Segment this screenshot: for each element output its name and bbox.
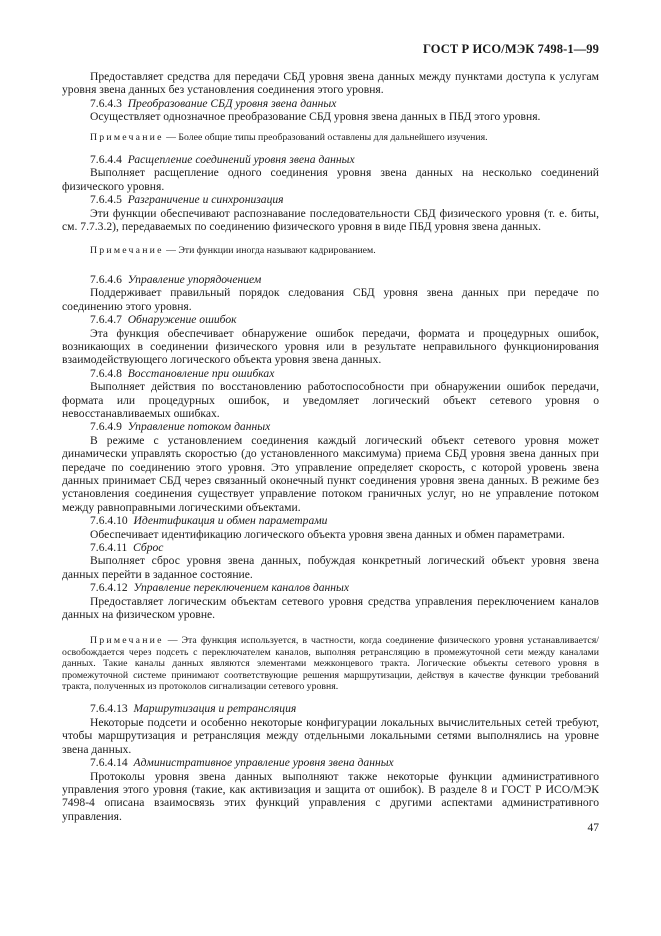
note-label: Примечание [90,131,164,143]
section-title: Управление переключением каналов данных [133,581,350,595]
section-heading-7-6-4-14 [62,756,599,769]
section-title: Административное управление уровня звена данных [133,756,394,770]
paragraph: Поддерживает правильный порядок следования СБД уровня звена данных при передаче по соединению этого уровня. [62,286,599,313]
note-text: — Более общие типы преобразований оставлены для дальнейшего изучения. [166,131,488,143]
section-title: Обнаружение ошибок [127,313,237,327]
note-text: — Эта функция используется, в частности, когда соединение физического уровня устанавливается/освобождается через подсеть с переключателем каналов, выполняя ретрансляцию в промежуточной сети между каналами данных. Такие каналы данных являются элементами межконцевого тракта. Логические объекты сетевого уровня в промежуточной системе принимают соответствующие решения маршрутизации, действуя в качестве функции требований тракта, полученных из протоколов сигнализации сетевого уровня. [62,635,600,693]
paragraph: Предоставляет средства для передачи СБД уровня звена данных между пунктами доступа к услугам уровня звена данных без установления соединения этого уровня. [62,70,599,97]
paragraph: Эта функция обеспечивает обнаружение ошибок передачи, формата и процедурных ошибок, возникающих в соединении физического уровня или в результате неправильного функционирования взаимодействующего логического объекта уровня звена данных. [62,326,599,367]
section-title: Разграничение и синхронизация [127,193,284,207]
section-title: Идентификация и обмен параметрами [133,514,328,528]
page-content [62,70,599,823]
section-number: 7.6.4.14 [90,756,128,770]
section-number: 7.6.4.5 [90,193,122,207]
section-heading-7-6-4-7 [62,313,599,326]
section-title: Сброс [133,541,164,554]
section-heading-7-6-4-3 [62,97,599,110]
section-number: 7.6.4.11 [90,541,128,554]
section-number: 7.6.4.12 [90,581,128,595]
section-title: Восстановление при ошибках [127,366,275,380]
section-number: 7.6.4.7 [90,313,122,327]
paragraph: В режиме с установлением соединения каждый логический объект сетевого уровня может динамически управлять скоростью (до установленного максимума) приема СБД уровня звена данных при передаче по соединению этого уровня. Это управление определяет скорость, с которой уровень звена данных принимает СБД через связанный оконечный пункт соединения уровня звена данных. В режиме без установления соединения существует управление потоком граничных услуг, но не управление потоком между равноправными логическими объектами. [62,433,599,514]
paragraph: Предоставляет логическим объектам сетевого уровня средства управления переключением каналов данных на физическом уровне. [62,594,599,622]
section-heading-7-6-4-11 [62,541,599,554]
section-heading-7-6-4-5 [62,193,599,206]
note-label: Примечание [90,245,164,257]
section-number: 7.6.4.10 [90,514,128,528]
paragraph: Выполняет сброс уровня звена данных, побуждая конкретный логический объект уровня звена данных перейти в заданное состояние. [62,554,599,581]
section-title: Управление потоком данных [127,420,271,434]
section-title: Преобразование СБД уровня звена данных [127,96,337,110]
section-number: 7.6.4.8 [90,366,122,380]
note [62,245,599,256]
section-heading-7-6-4-10 [62,514,599,527]
paragraph: Обеспечивает идентификацию логического объекта уровня звена данных и обмен параметрами. [90,527,565,541]
section-number: 7.6.4.6 [90,272,122,286]
paragraph: Выполняет расщепление одного соединения уровня звена данных на несколько соединений физического уровня. [62,166,599,193]
section-title: Управление упорядочением [127,272,262,286]
note [62,132,599,143]
section-title: Маршрутизация и ретрансляция [133,702,297,716]
section-heading-7-6-4-6 [62,273,599,286]
note [62,635,599,692]
note-label: Примечание [90,635,164,647]
section-heading-7-6-4-8 [62,367,599,380]
paragraph: Протоколы уровня звена данных выполняют также некоторые функции административного управления этого уровня (такие, как активизация и защита от ошибок). В разделе 8 и ГОСТ Р ИСО/МЭК 7498-4 описана взаимосвязь этих функций управления с другими аспектами административного управления. [62,769,599,823]
page-number: 47 [587,822,599,834]
paragraph: Некоторые подсети и особенно некоторые конфигурации локальных вычислительных сетей требуют, чтобы маршрутизация и ретрансляция между отдельными локальными сетями выполнялись на уровне звена данных. [62,715,599,756]
paragraph: Выполняет действия по восстановлению работоспособности при обнаружении ошибок передачи, формата или процедурных ошибок, и уведомляет логический объект сетевого уровня о невосстанавливаемых ошибках. [62,380,599,420]
section-number: 7.6.4.9 [90,420,122,434]
section-number: 7.6.4.3 [90,96,122,110]
section-title: Расщепление соединений уровня звена данных [127,153,355,167]
section-number: 7.6.4.13 [90,702,128,716]
note-text: — Эти функции иногда называют кадрированием. [166,245,376,257]
paragraph: Эти функции обеспечивают распознавание последовательности СБД физического уровня (т. е. биты, см. 7.7.3.2), передаваемых по соединению физического уровня в виде ПБД уровня звена данных. [62,206,599,234]
section-heading-7-6-4-13 [62,702,599,715]
section-number: 7.6.4.4 [90,153,122,167]
section-heading-7-6-4-9 [62,420,599,433]
section-heading-7-6-4-4 [62,153,599,166]
standard-header: ГОСТ Р ИСО/МЭК 7498-1—99 [423,42,599,56]
paragraph: Осуществляет однозначное преобразование СБД уровня звена данных в ПБД этого уровня. [90,110,541,124]
section-heading-7-6-4-12 [62,581,599,594]
